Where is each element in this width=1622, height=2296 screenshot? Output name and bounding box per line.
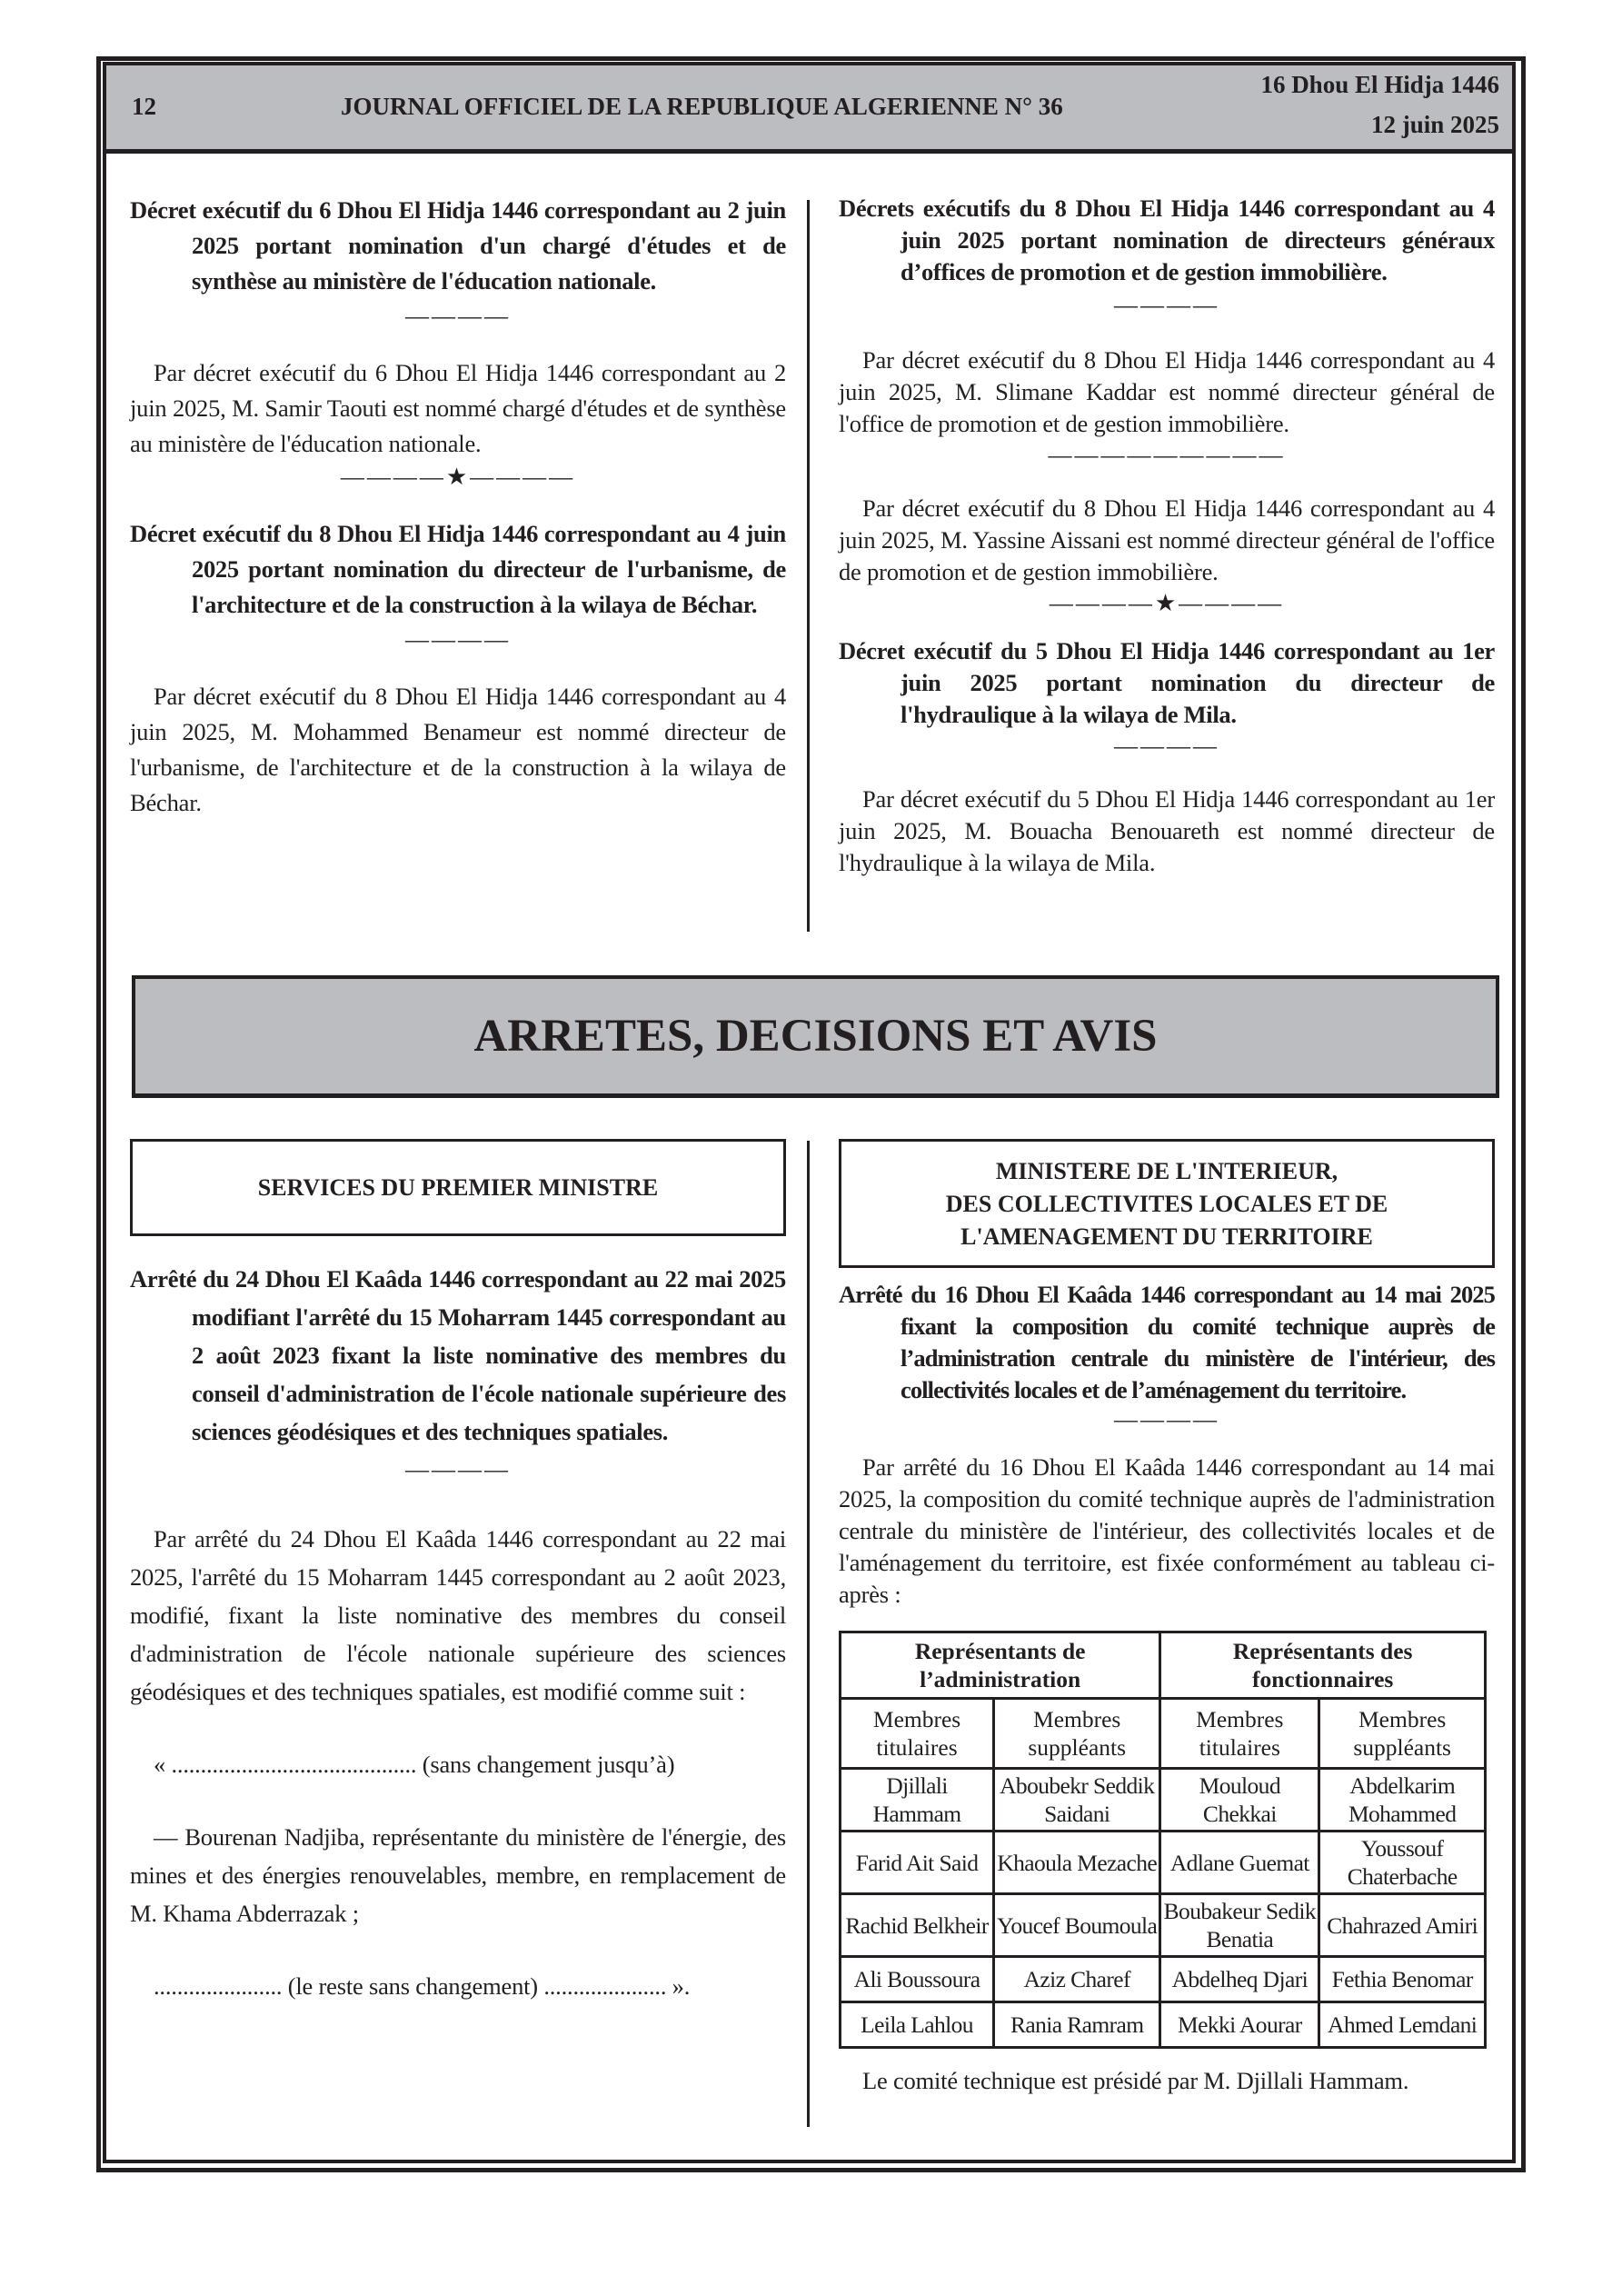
decret-title: Décrets exécutifs du 8 Dhou El Hidja 1446 correspondant au 4 juin 2025 portant nomination de directeurs généraux d’offices de promotion et de gestion immobilière. (839, 195, 1495, 285)
ministry-box (130, 1139, 786, 1236)
arrete-title: Arrêté du 24 Dhou El Kaâda 1446 correspondant au 22 mai 2025 modifiant l'arrêté du 15 Moharram 1445 correspondant au 2 août 2023 fixant la liste nominative des membres du conseil d'administration de l'école nationale supérieure des sciences géodésiques et des techniques spatiales. (130, 1265, 786, 1445)
member-cell: Aboubekr Seddik Saidani (994, 1769, 1160, 1832)
ministry-box-line: L'AMENAGEMENT DU TERRITOIRE (960, 1223, 1373, 1250)
column-divider (807, 1141, 810, 2127)
separator: ———— (405, 626, 511, 653)
decret-body: Par décret exécutif du 6 Dhou El Hidja 1446 correspondant au 2 juin 2025, M. Samir Taouti est nommé chargé d'études et de synthèse au ministère de l'éducation nationale. (130, 359, 786, 457)
member-cell: Boubakeur Sedik Benatia (1160, 1894, 1319, 1957)
committee-table (839, 1631, 1487, 2049)
hijri-date: 16 Dhou El Hidja 1446 (1260, 71, 1499, 98)
star-separator: ————★———— (340, 464, 576, 490)
arrete-body: Par arrêté du 24 Dhou El Kaâda 1446 correspondant au 22 mai 2025, l'arrêté du 15 Moharram 1445 correspondant au 2 août 2023, modifié, fixant la liste nominative des membres du conseil d'administration de l'école nationale supérieure des sciences géodésiques et des techniques spatiales, est modifié comme suit : (130, 1525, 786, 1705)
group-header-administration: Représentants de l’administration (841, 1632, 1160, 1699)
journal-header (106, 65, 1512, 154)
long-separator: ————————— (1048, 442, 1286, 468)
member-cell: Ahmed Lemdani (1319, 2002, 1486, 2048)
member-cell: Fethia Benomar (1319, 1957, 1486, 2002)
sub-header: Membres titulaires (1160, 1699, 1319, 1769)
separator: ———— (1114, 733, 1219, 759)
closing-text: Le comité technique est présidé par M. Djillali Hammam. (862, 2067, 1409, 2094)
page-number: 12 (132, 93, 156, 120)
quote-end: ...................... (le reste sans changement) ..................... ». (154, 1972, 691, 2000)
separator: ———— (1114, 1406, 1219, 1433)
table-row (841, 1957, 1486, 2002)
section-band-title: ARRETES, DECISIONS ET AVIS (473, 1011, 1158, 1062)
right-column-decrets (839, 193, 1495, 879)
star-separator: ————★———— (1049, 590, 1285, 616)
member-cell: Youcef Boumoula (994, 1894, 1160, 1957)
member-cell: Farid Ait Said (841, 1832, 994, 1894)
member-cell: Aziz Charef (994, 1957, 1160, 2002)
member-cell: Djillali Hammam (841, 1769, 994, 1832)
separator: ———— (1114, 292, 1219, 318)
decret-title: Décret exécutif du 5 Dhou El Hidja 1446 correspondant au 1er juin 2025 portant nomination du directeur de l'hydraulique à la wilaya de Mila. (839, 637, 1495, 728)
member-cell: Abdelheq Djari (1160, 1957, 1319, 2002)
right-column-interieur (839, 1139, 1495, 2097)
member-cell: Abdelkarim Mohammed (1319, 1769, 1486, 1832)
table-sub-header-row (841, 1699, 1486, 1769)
decret-body: Par décret exécutif du 5 Dhou El Hidja 1446 correspondant au 1er juin 2025, M. Bouacha Benouareth est nommé directeur de l'hydraulique à la wilaya de Mila. (839, 785, 1495, 876)
section-band-arretes (132, 975, 1499, 1098)
quote-start: « .......................................... (sans changement jusqu’à) (154, 1751, 675, 1778)
decret-body: Par décret exécutif du 8 Dhou El Hidja 1446 correspondant au 4 juin 2025, M. Yassine Aissani est nommé directeur général de l'office de promotion et de gestion immobilière. (839, 494, 1495, 585)
member-cell: Mekki Aourar (1160, 2002, 1319, 2048)
member-cell: Rania Ramram (994, 2002, 1160, 2048)
table-row (841, 1894, 1486, 1957)
sub-header: Membres suppléants (1319, 1699, 1486, 1769)
decret-body: Par décret exécutif du 8 Dhou El Hidja 1446 correspondant au 4 juin 2025, M. Slimane Kaddar est nommé directeur général de l'office de promotion et de gestion immobilière. (839, 346, 1495, 437)
member-cell: Ali Boussoura (841, 1957, 994, 2002)
journal-title: JOURNAL OFFICIEL DE LA REPUBLIQUE ALGERIENNE N° 36 (341, 93, 1063, 120)
column-divider (807, 200, 810, 932)
separator: ———— (405, 1456, 511, 1482)
table-group-header-row (841, 1632, 1486, 1699)
table-row (841, 1769, 1486, 1832)
amendment-text: — Bourenan Nadjiba, représentante du ministère de l'énergie, des mines et des énergies renouvelables, membre, en remplacement de M. Khama Abderrazak ; (130, 1823, 786, 1927)
gregorian-date: 12 juin 2025 (1370, 111, 1499, 138)
member-cell: Youssouf Chaterbache (1319, 1832, 1486, 1894)
member-cell: Mouloud Chekkai (1160, 1769, 1319, 1832)
group-header-fonctionnaires: Représentants des fonctionnaires (1160, 1632, 1486, 1699)
left-column-decrets (130, 193, 786, 821)
decret-title: Décret exécutif du 6 Dhou El Hidja 1446 correspondant au 2 juin 2025 portant nomination d'un chargé d'études et de synthèse au ministère de l'éducation nationale. (130, 196, 786, 294)
arrete-title: Arrêté du 16 Dhou El Kaâda 1446 correspondant au 14 mai 2025 fixant la composition du comité technique auprès de l’administration centrale du ministère de l'intérieur, des collectivités locales et de l’aménagement du territoire. (839, 1281, 1495, 1403)
arrete-body: Par arrêté du 16 Dhou El Kaâda 1446 correspondant au 14 mai 2025, la composition du comité technique auprès de l'administration centrale du ministère de l'intérieur, des collectivités locales et de l'aménagement du territoire, est fixée conformément au tableau ci-après : (839, 1453, 1495, 1608)
member-cell: Leila Lahlou (841, 2002, 994, 2048)
sub-header: Membres suppléants (994, 1699, 1160, 1769)
table-row (841, 2002, 1486, 2048)
member-cell: Rachid Belkheir (841, 1894, 994, 1957)
member-cell: Adlane Guemat (1160, 1832, 1319, 1894)
left-column-premier-ministre (130, 1139, 786, 2005)
ministry-box-line: DES COLLECTIVITES LOCALES ET DE (945, 1191, 1388, 1217)
ministry-box-title: SERVICES DU PREMIER MINISTRE (257, 1173, 659, 1201)
decret-title: Décret exécutif du 8 Dhou El Hidja 1446 correspondant au 4 juin 2025 portant nomination du directeur de l'urbanisme, de l'architecture et de la construction à la wilaya de Béchar. (130, 520, 786, 618)
sub-header: Membres titulaires (841, 1699, 994, 1769)
member-cell: Chahrazed Amiri (1319, 1894, 1486, 1957)
member-cell: Khaoula Mezache (994, 1832, 1160, 1894)
ministry-box (839, 1139, 1495, 1268)
decret-body: Par décret exécutif du 8 Dhou El Hidja 1446 correspondant au 4 juin 2025, M. Mohammed Benameur est nommé directeur de l'urbanisme, de l'architecture et de la construction à la wilaya de Béchar. (130, 683, 786, 816)
table-row (841, 1832, 1486, 1894)
ministry-box-line: MINISTERE DE L'INTERIEUR, (995, 1158, 1338, 1184)
separator: ———— (405, 303, 511, 329)
